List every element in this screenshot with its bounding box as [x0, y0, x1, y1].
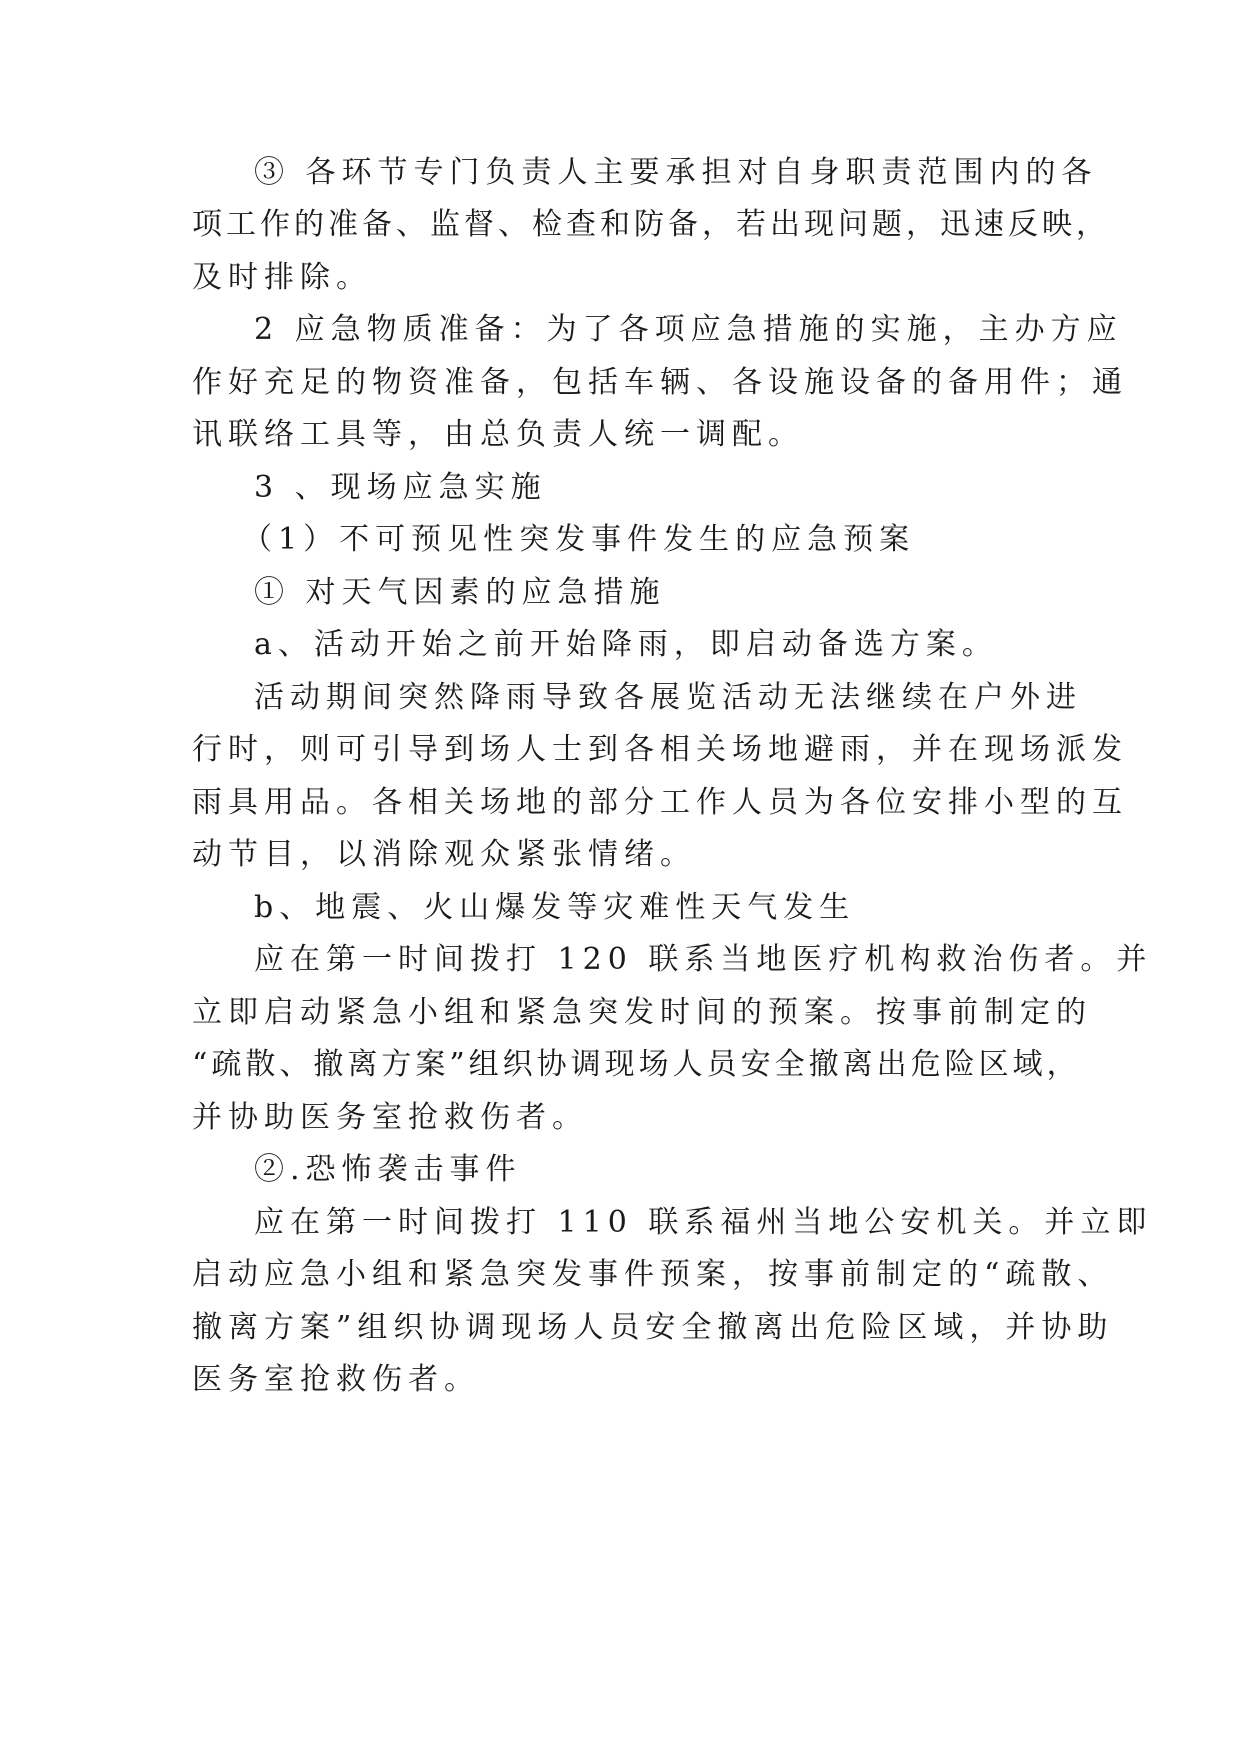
paragraph-line: 活动期间突然降雨导致各展览活动无法继续在户外进: [254, 680, 1082, 715]
paragraph-line: 2 应急物质准备：为了各项应急措施的实施，主办方应: [254, 312, 1123, 347]
paragraph-line: 行时，则可引导到场人士到各相关场地避雨，并在现场派发: [192, 732, 1128, 767]
paragraph-line: 启动应急小组和紧急突发事件预案，按事前制定的“疏散、: [192, 1257, 1114, 1292]
paragraph-line: 撤离方案”组织协调现场人员安全撤离出危险区域，并协助: [192, 1310, 1114, 1345]
subsection-heading: ① 对天气因素的应急措施: [254, 575, 666, 610]
paragraph-line: 立即启动紧急小组和紧急突发时间的预案。按事前制定的: [192, 995, 1092, 1030]
paragraph-line: 项工作的准备、监督、检查和防备，若出现问题，迅速反映，: [192, 207, 1110, 242]
paragraph-line: 并协助医务室抢救伤者。: [192, 1100, 588, 1135]
subsection-heading: （1）不可预见性突发事件发生的应急预案: [242, 522, 916, 557]
paragraph-line: 作好充足的物资准备，包括车辆、各设施设备的备用件；通: [192, 365, 1128, 400]
subsection-heading: ②.恐怖袭击事件: [254, 1152, 522, 1187]
paragraph-line: ③ 各环节专门负责人主要承担对自身职责范围内的各: [254, 155, 1098, 190]
paragraph-line: a、活动开始之前开始降雨，即启动备选方案。: [254, 627, 998, 662]
paragraph-line: 讯联络工具等，由总负责人统一调配。: [192, 417, 804, 452]
paragraph-line: “疏散、撤离方案”组织协调现场人员安全撤离出危险区域，: [192, 1047, 1081, 1082]
paragraph-line: 医务室抢救伤者。: [192, 1362, 480, 1397]
paragraph-line: 及时排除。: [192, 260, 372, 295]
paragraph-line: 应在第一时间拨打 110 联系福州当地公安机关。并立即: [254, 1205, 1153, 1240]
section-heading: 3 、现场应急实施: [254, 470, 547, 505]
paragraph-line: 雨具用品。各相关场地的部分工作人员为各位安排小型的互: [192, 785, 1128, 820]
paragraph-line: 动节目，以消除观众紧张情绪。: [192, 837, 696, 872]
paragraph-line: b、地震、火山爆发等灾难性天气发生: [254, 890, 856, 925]
paragraph-line: 应在第一时间拨打 120 联系当地医疗机构救治伤者。并: [254, 942, 1153, 977]
